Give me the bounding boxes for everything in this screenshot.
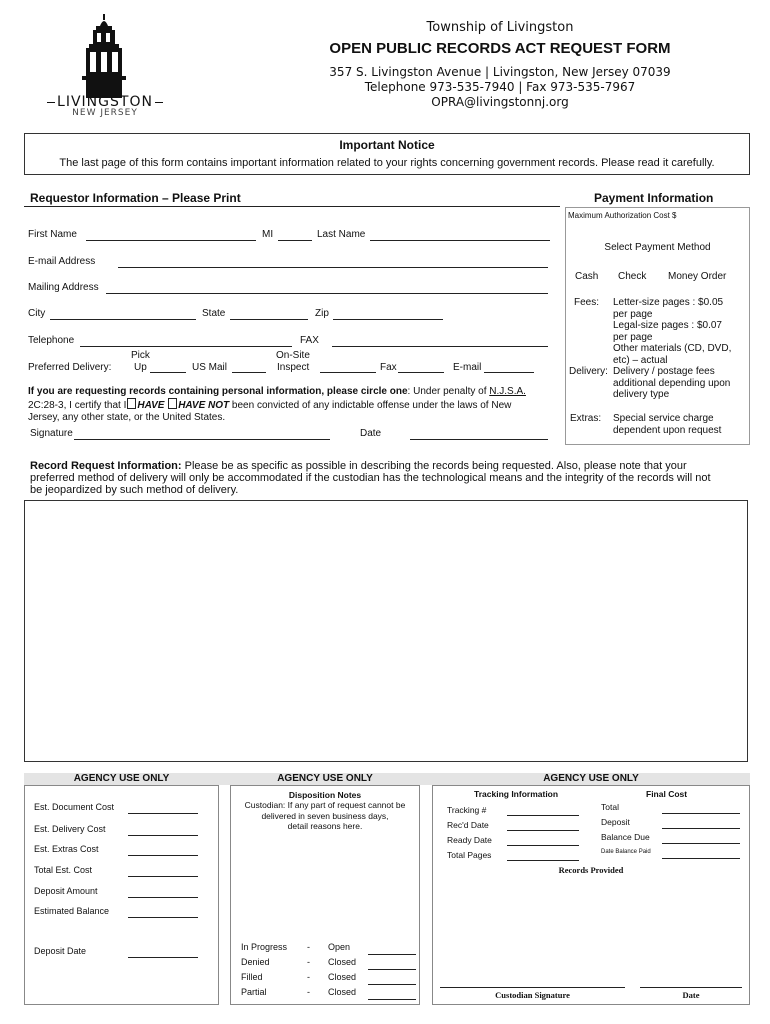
recd-date-field[interactable] xyxy=(507,830,579,831)
agency-heading-3: AGENCY USE ONLY xyxy=(543,773,639,784)
have-not-checkbox[interactable] xyxy=(168,398,177,409)
disposition-title: Disposition Notes xyxy=(288,790,362,800)
requestor-heading: Requestor Information – Please Print xyxy=(30,191,241,205)
state-label: State xyxy=(202,308,226,319)
first-name-field[interactable] xyxy=(86,240,256,241)
max-cost-label: Maximum Authorization Cost $ xyxy=(568,211,677,220)
telephone-field[interactable] xyxy=(80,346,292,347)
status-right: Closed xyxy=(328,987,357,997)
deposit-amount-label: Deposit Amount xyxy=(34,886,98,896)
telephone-label: Telephone xyxy=(28,335,75,346)
record-request-textarea[interactable] xyxy=(24,500,748,762)
custodian-signature-label: Custodian Signature xyxy=(495,990,570,1000)
agency-heading-1: AGENCY USE ONLY xyxy=(73,773,170,784)
first-name-label: First Name xyxy=(28,229,77,240)
estimated-balance-label: Estimated Balance xyxy=(34,906,110,916)
state-field[interactable] xyxy=(230,319,308,320)
fees-label: Fees: xyxy=(574,297,600,308)
inspect-field[interactable] xyxy=(320,372,376,373)
total-est-field[interactable] xyxy=(128,876,198,877)
mailing-label: Mailing Address xyxy=(28,282,99,293)
check-option[interactable]: Check xyxy=(618,271,647,282)
deposit-field[interactable] xyxy=(662,828,740,829)
up-label: Up xyxy=(134,362,147,373)
email-option-label: E-mail xyxy=(453,362,482,373)
status-row[interactable] xyxy=(241,942,287,952)
select-payment-label: Select Payment Method xyxy=(604,242,711,253)
personal-info-text4: Jersey, any other state, or the United States. xyxy=(28,412,226,423)
delivery-fee-3: delivery type xyxy=(613,389,670,400)
status-field[interactable] xyxy=(368,999,416,1000)
last-name-field[interactable] xyxy=(370,240,550,241)
status-row[interactable] xyxy=(241,957,270,967)
total-est-label: Total Est. Cost xyxy=(34,865,93,875)
fax-label: FAX xyxy=(300,335,319,346)
fee-letter: Letter-size pages : $0.05 xyxy=(613,297,724,308)
status-right: Open xyxy=(328,942,351,952)
date-balance-paid-label: Date Balance Paid xyxy=(601,849,651,855)
township-name: Township of Livingston xyxy=(426,20,574,35)
have-not-label: HAVE NOT xyxy=(178,400,230,411)
disposition-line-3: detail reasons here. xyxy=(287,821,363,831)
usmail-label: US Mail xyxy=(192,362,228,373)
fee-letter-unit: per page xyxy=(613,308,653,320)
logo-name-text: LIVINGSTON xyxy=(57,94,153,110)
personal-info-bold: If you are requesting records containing personal information, please circle one xyxy=(28,386,408,397)
est-extras-field[interactable] xyxy=(128,855,198,856)
payment-heading: Payment Information xyxy=(594,191,714,205)
estimated-balance-field[interactable] xyxy=(128,917,198,918)
delivery-label: Delivery: xyxy=(569,366,608,377)
header-address: 357 S. Livingston Avenue | Livingston, New Jersey 07039 xyxy=(329,65,671,79)
fee-legal: Legal-size pages : $0.07 xyxy=(613,320,722,331)
ready-date-field[interactable] xyxy=(507,845,579,846)
est-extras-label: Est. Extras Cost xyxy=(34,844,99,854)
est-delivery-label: Est. Delivery Cost xyxy=(34,824,106,834)
status-left: Filled xyxy=(241,972,263,982)
date-balance-paid-field[interactable] xyxy=(662,858,740,859)
extras-list xyxy=(613,413,721,436)
balance-due-label: Balance Due xyxy=(601,832,650,842)
status-field[interactable] xyxy=(368,969,416,970)
fax-field[interactable] xyxy=(332,346,548,347)
status-right: Closed xyxy=(328,972,357,982)
email-option-field[interactable] xyxy=(484,372,534,373)
personal-info-statement xyxy=(28,386,548,424)
cash-option[interactable]: Cash xyxy=(575,271,599,282)
njsa-citation: N.J.S.A. xyxy=(489,386,526,397)
mi-label: MI xyxy=(262,229,274,240)
notice-text: The last page of this form contains important information related to your rights concerning government records. Please read it carefully. xyxy=(59,157,715,169)
date-label: Date xyxy=(360,428,382,439)
township-logo xyxy=(40,12,170,120)
disposition-text xyxy=(230,800,420,832)
delivery-fee-2: additional depending upon xyxy=(613,377,731,389)
signature-field[interactable] xyxy=(74,439,330,440)
status-dash: - xyxy=(307,942,310,952)
tracking-box xyxy=(432,785,750,1005)
ready-date-label: Ready Date xyxy=(447,835,492,845)
logo-sub: NEW JERSEY xyxy=(72,108,138,118)
mi-field[interactable] xyxy=(278,240,312,241)
status-left: Partial xyxy=(241,987,267,997)
est-delivery-field[interactable] xyxy=(128,835,198,836)
status-field[interactable] xyxy=(368,954,416,955)
last-name-label: Last Name xyxy=(317,229,366,240)
status-row[interactable] xyxy=(241,972,263,982)
form-title: OPEN PUBLIC RECORDS ACT REQUEST FORM xyxy=(329,40,671,57)
est-doc-label: Est. Document Cost xyxy=(34,802,115,812)
pickup-field[interactable] xyxy=(150,372,186,373)
est-doc-field[interactable] xyxy=(128,813,198,814)
deposit-label: Deposit xyxy=(601,817,630,827)
extras-label: Extras: xyxy=(570,413,602,424)
date-field[interactable] xyxy=(410,439,548,440)
tracking-number-label: Tracking # xyxy=(447,805,487,815)
preferred-delivery-label: Preferred Delivery: xyxy=(28,362,112,373)
status-dash: - xyxy=(307,987,310,997)
record-request-line2: preferred method of delivery will only be accommodated if the custodian has the technological means and the integrity of the records will not xyxy=(30,472,711,484)
zip-field[interactable] xyxy=(333,319,443,320)
status-left: In Progress xyxy=(241,942,288,952)
extras-line-2: dependent upon request xyxy=(613,424,722,436)
onsite-label: On-Site xyxy=(276,350,310,361)
inspect-label: Inspect xyxy=(277,362,310,373)
have-checkbox[interactable] xyxy=(127,398,136,409)
fee-legal-unit: per page xyxy=(613,331,653,343)
tracking-number-field[interactable] xyxy=(507,815,579,816)
city-label: City xyxy=(28,308,46,319)
notice-title: Important Notice xyxy=(339,138,435,152)
status-right: Closed xyxy=(328,957,357,967)
record-request-text xyxy=(30,460,750,496)
total-pages-field[interactable] xyxy=(507,860,579,861)
money-order-option[interactable]: Money Order xyxy=(668,271,727,282)
agency-heading-2: AGENCY USE ONLY xyxy=(277,773,373,784)
custodian-date-field[interactable] xyxy=(640,987,742,988)
deposit-amount-field[interactable] xyxy=(128,897,198,898)
personal-info-text1: : Under penalty of xyxy=(407,386,490,397)
record-request-line3: be jeopardized by such method of delivery. xyxy=(30,484,239,496)
record-request-bold: Record Request Information: xyxy=(30,460,182,472)
email-label: E-mail Address xyxy=(28,256,96,267)
mailing-field[interactable] xyxy=(106,293,548,294)
signature-label: Signature xyxy=(30,428,73,439)
usmail-field[interactable] xyxy=(232,372,266,373)
email-field[interactable] xyxy=(118,267,548,268)
custodian-date-label: Date xyxy=(682,990,700,1000)
city-field[interactable] xyxy=(50,319,196,320)
status-row[interactable] xyxy=(241,987,267,997)
personal-info-text2: 2C:28-3, I certify that I xyxy=(28,400,127,411)
pick-label: Pick xyxy=(131,350,150,361)
status-field[interactable] xyxy=(368,984,416,985)
personal-info-text3: been convicted of any indictable offense under the laws of New xyxy=(231,400,512,411)
payment-box xyxy=(565,207,750,445)
have-label: HAVE xyxy=(137,400,165,411)
tower-icon xyxy=(40,12,170,100)
custodian-signature-field[interactable] xyxy=(440,987,625,988)
total-pages-label: Total Pages xyxy=(447,850,492,860)
header-phone: Telephone 973-535-7940 | Fax 973-535-7967 xyxy=(364,80,636,94)
extras-line-1: Special service charge xyxy=(613,413,714,424)
zip-label: Zip xyxy=(315,308,329,319)
notice-box xyxy=(24,133,750,175)
delivery-fee-1: Delivery / postage fees xyxy=(613,366,715,377)
disposition-line-2: delivered in seven business days, xyxy=(261,810,389,821)
fee-other-unit: etc) – actual xyxy=(613,354,668,366)
recd-date-label: Rec'd Date xyxy=(447,820,489,830)
fax-option-label: Fax xyxy=(380,362,397,373)
final-cost-title: Final Cost xyxy=(646,789,688,799)
record-request-line1: Please be as specific as possible in describing the records being requested. Also, please note that your xyxy=(181,460,687,472)
disposition-line-1: Custodian: If any part of request cannot be xyxy=(244,800,406,810)
header-email: OPRA@livingstonnj.org xyxy=(431,95,569,109)
status-left: Denied xyxy=(241,957,270,967)
deposit-date-field[interactable] xyxy=(128,957,198,958)
total-field[interactable] xyxy=(662,813,740,814)
fees-list xyxy=(613,297,731,401)
fax-option-field[interactable] xyxy=(398,372,444,373)
status-dash: - xyxy=(307,957,310,967)
records-provided-title: Records Provided xyxy=(558,865,624,875)
total-label: Total xyxy=(601,802,619,812)
deposit-date-label: Deposit Date xyxy=(34,946,87,956)
fee-other: Other materials (CD, DVD, xyxy=(613,343,732,354)
status-dash: - xyxy=(307,972,310,982)
tracking-title: Tracking Information xyxy=(474,789,559,799)
balance-due-field[interactable] xyxy=(662,843,740,844)
